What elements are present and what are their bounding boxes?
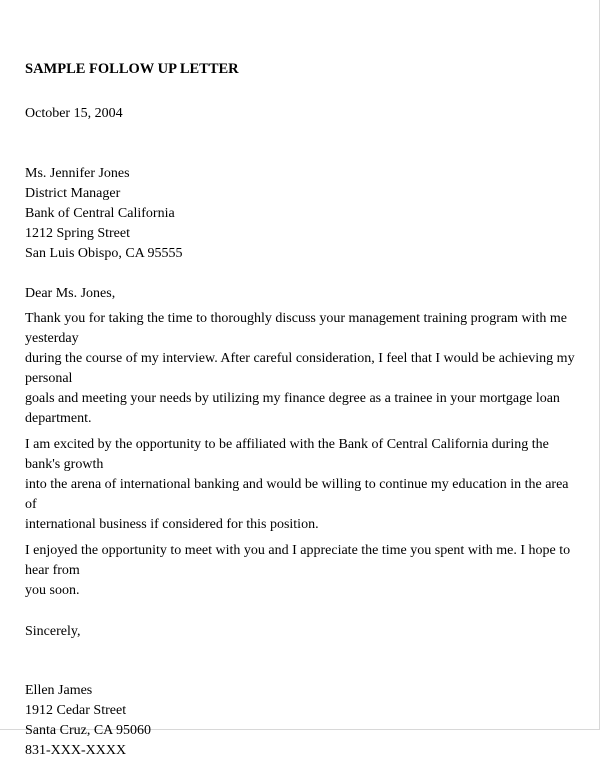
paragraph-line: Thank you for taking the time to thoroughly discuss your management training program with me yesterday	[25, 311, 568, 346]
letter-title: SAMPLE FOLLOW UP LETTER	[25, 61, 239, 77]
paragraph-line: goals and meeting your needs by utilizing my finance degree as a trainee in your mortgage loan department.	[25, 391, 560, 426]
salutation: Dear Ms. Jones,	[25, 286, 116, 301]
recipient-street: 1212 Spring Street	[25, 226, 130, 241]
letter-date: October 15, 2004	[25, 106, 123, 121]
sender-street: 1912 Cedar Street	[25, 703, 127, 718]
recipient-company: Bank of Central California	[25, 206, 175, 221]
sender-phone: 831-XXX-XXXX	[25, 743, 127, 758]
recipient-position: District Manager	[25, 186, 121, 201]
paragraph-line: you soon.	[25, 583, 80, 598]
paragraph-1	[25, 309, 580, 429]
sender-city: Santa Cruz, CA 95060	[25, 723, 151, 738]
paragraph-line: into the arena of international banking and would be willing to continue my education in the area of	[25, 477, 569, 512]
sender-address	[25, 681, 580, 761]
paragraph-3	[25, 541, 580, 601]
recipient-address	[25, 164, 580, 264]
sender-name: Ellen James	[25, 683, 93, 698]
paragraph-line: I am excited by the opportunity to be affiliated with the Bank of Central California during the bank's growth	[25, 437, 549, 472]
paragraph-line: during the course of my interview. After careful consideration, I feel that I would be achieving my personal	[25, 351, 575, 386]
paragraph-line: international business if considered for this position.	[25, 517, 319, 532]
letter-body	[25, 58, 580, 761]
paragraph-2	[25, 435, 580, 535]
recipient-name: Ms. Jennifer Jones	[25, 166, 130, 181]
recipient-city: San Luis Obispo, CA 95555	[25, 246, 183, 261]
closing: Sincerely,	[25, 624, 81, 639]
paragraph-line: I enjoyed the opportunity to meet with you and I appreciate the time you spent with me. I hope to hear from	[25, 543, 571, 578]
